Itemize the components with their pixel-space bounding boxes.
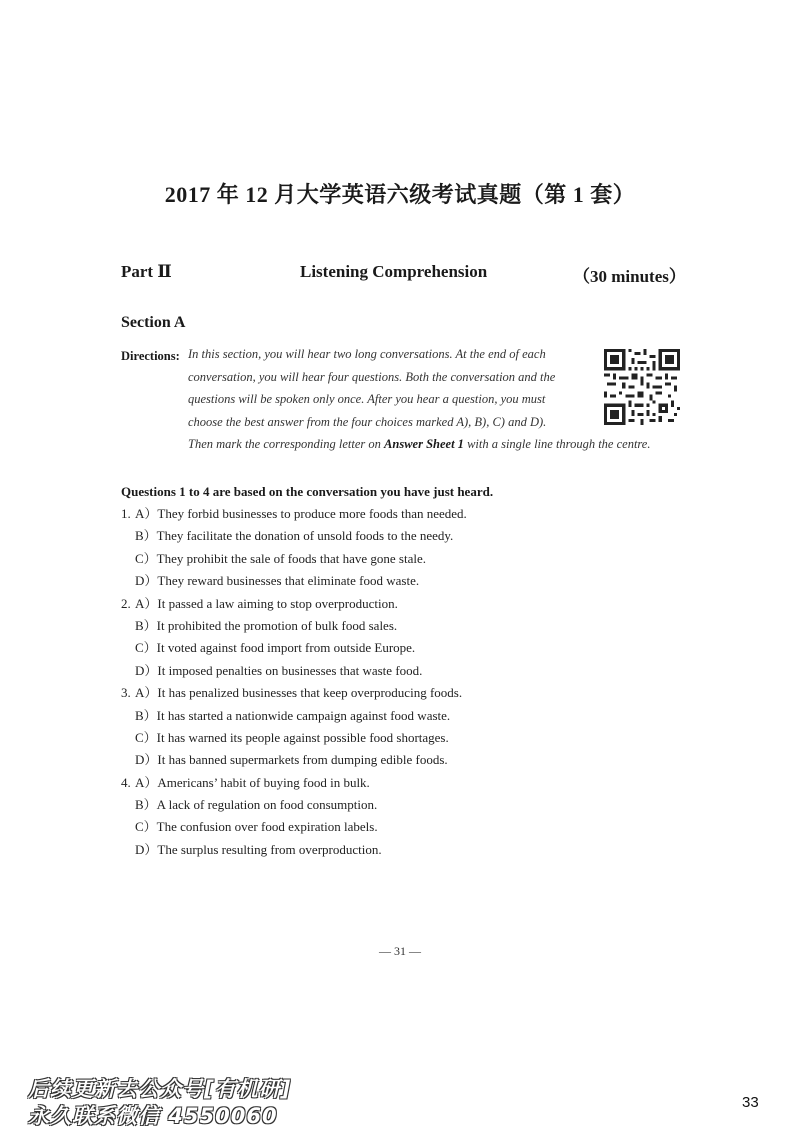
option-row[interactable]: [121, 727, 467, 749]
directions-last-after: with a single line through the centre.: [463, 437, 651, 451]
option-text: C）They prohibit the sale of foods that have gone stale.: [135, 550, 426, 566]
option-text: D）The surplus resulting from overproduction.: [135, 841, 382, 857]
directions-line: questions will be spoken only once. After you hear a question, you must: [188, 392, 546, 406]
questions-heading: Questions 1 to 4 are based on the conversation you have just heard.: [121, 484, 494, 499]
directions-line: In this section, you will hear two long conversations. At the end of each: [188, 347, 546, 361]
exam-title: 2017 年 12 月大学英语六级考试真题（第 1 套）: [164, 182, 636, 207]
directions-text: [188, 343, 603, 433]
directions-last-line: [188, 437, 651, 452]
scan-page-number: 33: [742, 1094, 759, 1111]
part-time: （30 minutes）: [573, 267, 686, 286]
option-text: A）Americans’ habit of buying food in bulk.: [135, 774, 370, 790]
option-row[interactable]: [121, 749, 467, 771]
option-text: C）It has warned its people against possible food shortages.: [135, 729, 449, 745]
option-text: A）It has penalized businesses that keep overproducing foods.: [135, 685, 463, 701]
option-row[interactable]: [121, 794, 467, 816]
option-row[interactable]: [121, 525, 467, 547]
option-row[interactable]: [121, 503, 467, 525]
option-row[interactable]: [121, 637, 467, 659]
directions-line: choose the best answer from the four choices marked A), B), C) and D).: [188, 414, 547, 429]
option-text: C）It voted against food import from outside Europe.: [135, 640, 416, 656]
directions-label: Directions:: [121, 349, 180, 363]
qr-code-icon[interactable]: [604, 349, 680, 425]
option-row[interactable]: [121, 593, 467, 615]
section-heading: Section A: [121, 314, 186, 331]
option-row[interactable]: [121, 816, 467, 838]
option-row[interactable]: [121, 548, 467, 570]
option-text: B）They facilitate the donation of unsold foods to the needy.: [135, 528, 454, 544]
question-number: 1.: [121, 506, 131, 521]
watermark: [28, 1076, 291, 1130]
option-row[interactable]: [121, 660, 467, 682]
option-row[interactable]: [121, 839, 467, 861]
part-label: Part Ⅱ: [121, 262, 172, 281]
option-text: B）A lack of regulation on food consumption.: [135, 797, 378, 813]
option-text: A）They forbid businesses to produce more foods than needed.: [135, 506, 467, 521]
question-number: 4.: [121, 774, 131, 790]
option-row[interactable]: [121, 615, 467, 637]
option-text: D）It imposed penalties on businesses that waste food.: [135, 662, 423, 678]
option-row[interactable]: [121, 682, 467, 704]
part-name: Listening Comprehension: [300, 262, 488, 281]
option-text: A）It passed a law aiming to stop overproduction.: [135, 595, 398, 611]
option-text: B）It prohibited the promotion of bulk food sales.: [135, 617, 398, 633]
question-list: [121, 503, 467, 861]
watermark-line: 后续更新去公众号[有机研]: [28, 1077, 292, 1101]
option-row[interactable]: [121, 570, 467, 592]
watermark-line: 永久联系微信 4550060: [28, 1104, 278, 1128]
answer-sheet-ref: Answer Sheet 1: [384, 437, 464, 451]
option-text: D）They reward businesses that eliminate food waste.: [135, 573, 420, 589]
directions-line: conversation, you will hear four questions. Both the conversation and the: [188, 369, 556, 384]
option-text: C）The confusion over food expiration labels.: [135, 819, 378, 835]
question-number: 3.: [121, 685, 131, 701]
page-number: — 31 —: [379, 944, 421, 958]
option-text: D）It has banned supermarkets from dumping edible foods.: [135, 752, 448, 768]
question-number: 2.: [121, 595, 131, 611]
option-row[interactable]: [121, 772, 467, 794]
option-text: B）It has started a nationwide campaign against food waste.: [135, 707, 451, 723]
directions-last-before: Then mark the corresponding letter on: [188, 437, 385, 451]
option-row[interactable]: [121, 705, 467, 727]
